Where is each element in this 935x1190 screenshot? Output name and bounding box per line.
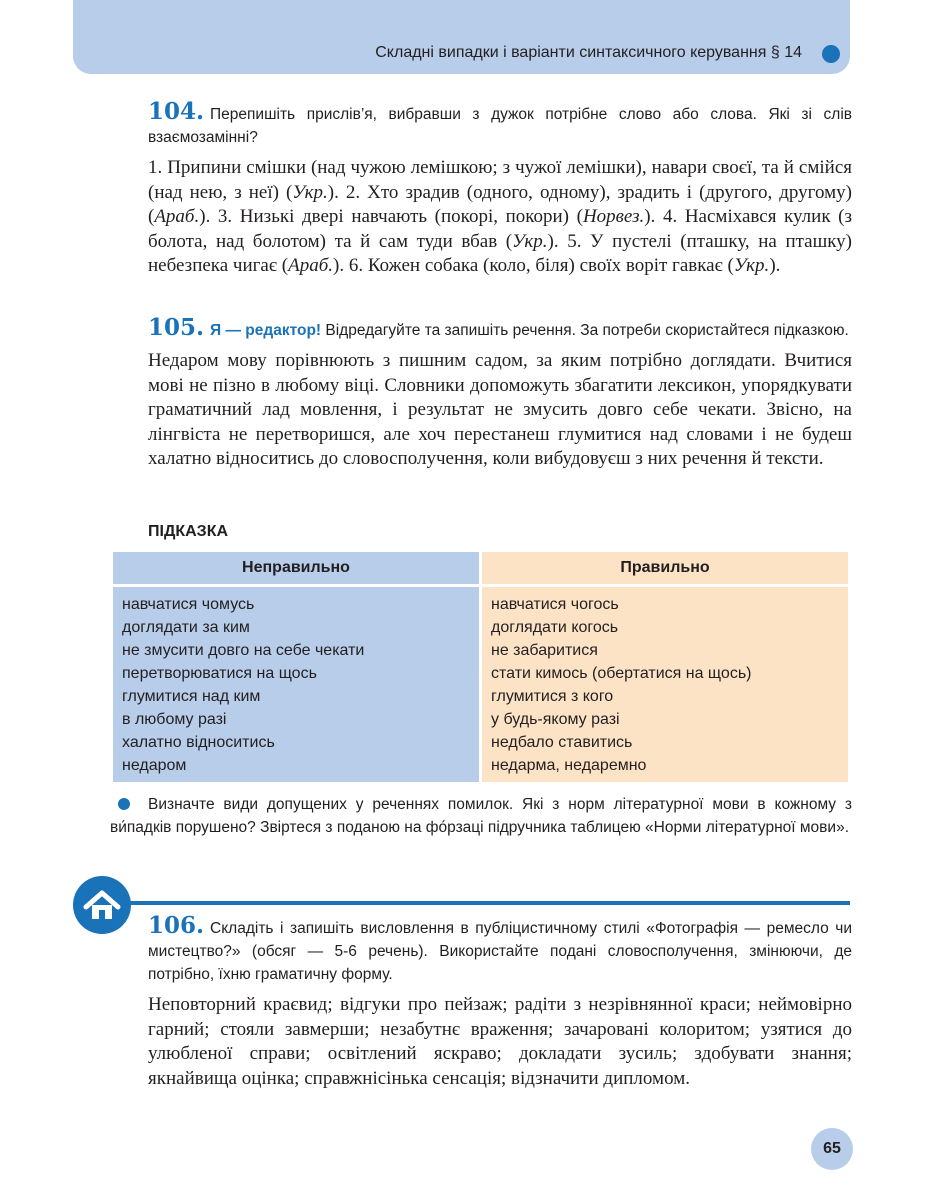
source-abbr: Норвез. [582, 206, 645, 228]
edit-text: Недаром мову порівнюють з пишним садом, за яким потрібно доглядати. Вчитися мові не пізно в любому віці. Словники допоможуть збагатити лексикон, упорядкувати граматичний лад мовлення, і результат не змусить довго себе чекати. Звісно, на лінгвіста не перетворишся, але хоч перестанеш глумитися над словами і не будеш халатно відноситись до словосполучення, коли вибудовуєш з них речення й тексти. [148, 350, 852, 470]
text-run: ). [769, 255, 781, 277]
task-text: Складіть і запишіть висловлення в публіцистичному стилі «Фотографія — ремесло чи мистецтво?» (обсяг — 5-6 речень). Використайте подані словосполучення, змінюючи, де потрібно, їхню граматичну форму. [148, 920, 852, 983]
list-item: у будь-якому разі [491, 711, 620, 728]
list-item: не змусити довго на себе чекати [122, 642, 365, 659]
source-abbr: Укр. [733, 255, 770, 277]
task-text: Перепишіть прислів’я, вибравши з дужок потрібне слово або слова. Які зі слів взаємозамінні? [148, 106, 852, 146]
phrases-text: Неповторний краєвид; відгуки про пейзаж; радіти з незрівнянної краси; неймовірно гарний; стояли завмерши; незабутнє враження; зачаровані колоритом; узятися до улюбленої справи; освітлений яскраво; докладати зусиль; здобувати знання; якнайвища оцінка; справжнісінька сенсація; відзначити дипломом. [148, 994, 852, 1089]
home-icon [73, 876, 131, 934]
list-item: стати кимось (обертатися на щось) [491, 665, 752, 682]
wrong-header: Неправильно [113, 552, 479, 587]
exercise-105 [148, 316, 852, 472]
list-item: недарма, недаремно [491, 757, 647, 774]
wrong-list [113, 587, 479, 777]
source-abbr: Араб. [288, 255, 334, 277]
editor-label: Я — редактор! [210, 322, 322, 339]
header-dot-icon [822, 45, 840, 63]
exercise-106-task [148, 914, 852, 986]
text-run: ). 6. Кожен собака (коло, біля) своїх воріт гавкає ( [333, 255, 734, 277]
right-column [482, 552, 848, 782]
list-item: доглядати когось [491, 619, 619, 636]
running-header [73, 0, 850, 74]
proverbs-text [148, 156, 852, 279]
list-item: навчатися чомусь [122, 596, 255, 613]
exercise-104 [148, 100, 852, 279]
exercise-number: 104. [148, 98, 205, 125]
right-header: Правильно [482, 552, 848, 587]
exercise-number: 106. [148, 912, 205, 939]
source-abbr: Укр. [292, 181, 328, 203]
list-item: халатно відноситись [122, 734, 275, 751]
page-number: 65 [811, 1128, 853, 1170]
source-abbr: Укр. [512, 230, 548, 252]
list-item: глумитися над ким [122, 688, 261, 705]
list-item: недаром [122, 757, 187, 774]
exercise-105-task [148, 316, 852, 342]
list-item: доглядати за ким [122, 619, 250, 636]
exercise-106 [148, 914, 852, 1091]
list-item: недбало ставитись [491, 734, 633, 751]
homework-divider [112, 901, 850, 905]
list-item: перетворюватися на щось [122, 665, 317, 682]
text-run: ). 3. Низькі двері навчають (покорі, покори) ( [199, 206, 583, 228]
running-title: Складні випадки і варіанти синтаксичного керування § 14 [375, 44, 802, 61]
list-item: не забаритися [491, 642, 598, 659]
hint-table [113, 552, 848, 782]
source-abbr: Араб. [154, 206, 200, 228]
list-item: навчатися чогось [491, 596, 619, 613]
list-item: в любому разі [122, 711, 227, 728]
question-text: Визначте види допущених у реченнях помилок. Які з норм літературної мови в кожному з ви́падків порушено? Звіртеся з поданою на фо́рзаці підручника таблицею «Норми літературної мови». [110, 796, 852, 836]
exercise-104-task [148, 100, 852, 149]
wrong-column [113, 552, 479, 782]
text-run: 1. Припини смішки (над чужою лемішкою; з чужої лемішки), навари своєї, та й смійся (над нею, з неї) ( [148, 157, 852, 203]
right-list [482, 587, 848, 777]
hint-title: ПІДКАЗКА [148, 523, 229, 540]
text-run: ). 5. У пустелі (пташку, на пташку) небезпека чигає ( [148, 230, 853, 277]
text-run: ). 4. Насміхався кулик (з болота, над болотом) та й сам туди вбав ( [148, 206, 852, 252]
list-item: глумитися з кого [491, 688, 614, 705]
task-text: Відредагуйте та запишіть речення. За потреби скористайтеся підказкою. [325, 322, 849, 339]
exercise-number: 105. [148, 314, 205, 341]
text-run: ). 2. Хто зрадив (одного, одному), зрадить і (другого, другому) ( [148, 181, 852, 228]
